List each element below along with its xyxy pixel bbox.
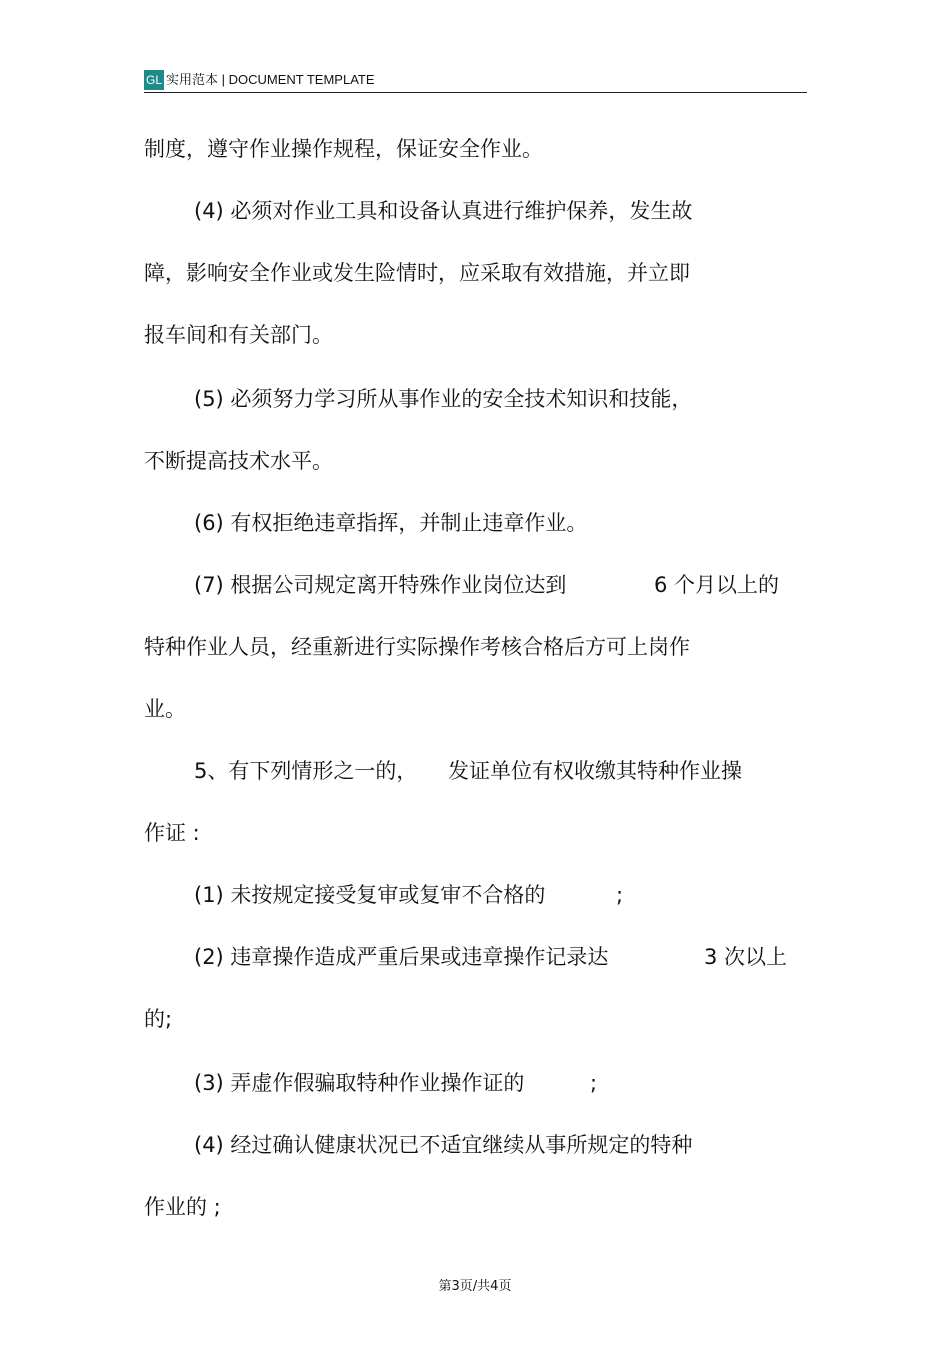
text-line: 业。 xyxy=(144,697,186,721)
text-line: 的; xyxy=(144,1007,173,1031)
text-line: (4) 经过确认健康状况已不适宜继续从事所规定的特种 xyxy=(194,1133,693,1157)
header-title: 实用范本 | DOCUMENT TEMPLATE xyxy=(166,72,375,87)
text-line: (6) 有权拒绝违章指挥，并制止违章作业。 xyxy=(194,511,588,535)
page-header xyxy=(144,68,807,93)
text-line: ; xyxy=(616,883,624,907)
text-line: (3) 弄虚作假骗取特种作业操作证的 xyxy=(194,1071,525,1095)
text-line: ; xyxy=(590,1071,598,1095)
text-line: 3 次以上 xyxy=(704,945,788,969)
page-number: 第3页/共4页 xyxy=(438,1279,512,1294)
text-line: 障，影响安全作业或发生险情时，应采取有效措施，并立即 xyxy=(144,261,690,285)
text-line: (7) 根据公司规定离开特殊作业岗位达到 xyxy=(194,573,567,597)
text-line: (4) 必须对作业工具和设备认真进行维护保养，发生故 xyxy=(194,199,693,223)
text-line: 制度，遵守作业操作规程，保证安全作业。 xyxy=(144,137,543,161)
text-line: 报车间和有关部门。 xyxy=(144,323,333,347)
text-line: (2) 违章操作造成严重后果或违章操作记录达 xyxy=(194,945,609,969)
text-line: 特种作业人员，经重新进行实际操作考核合格后方可上岗作 xyxy=(144,635,690,659)
gl-logo: GL xyxy=(144,70,164,90)
text-line: 发证单位有权收缴其特种作业操 xyxy=(448,759,742,783)
text-line: 不断提高技术水平。 xyxy=(144,449,333,473)
text-line: 作业的 ; xyxy=(144,1195,221,1219)
text-line: (5) 必须努力学习所从事作业的安全技术知识和技能， xyxy=(194,387,693,411)
text-line: (1) 未按规定接受复审或复审不合格的 xyxy=(194,883,546,907)
text-line: 5、有下列情形之一的， xyxy=(194,759,418,783)
text-line: 作证 : xyxy=(144,821,200,845)
text-line: 6 个月以上的 xyxy=(654,573,780,597)
